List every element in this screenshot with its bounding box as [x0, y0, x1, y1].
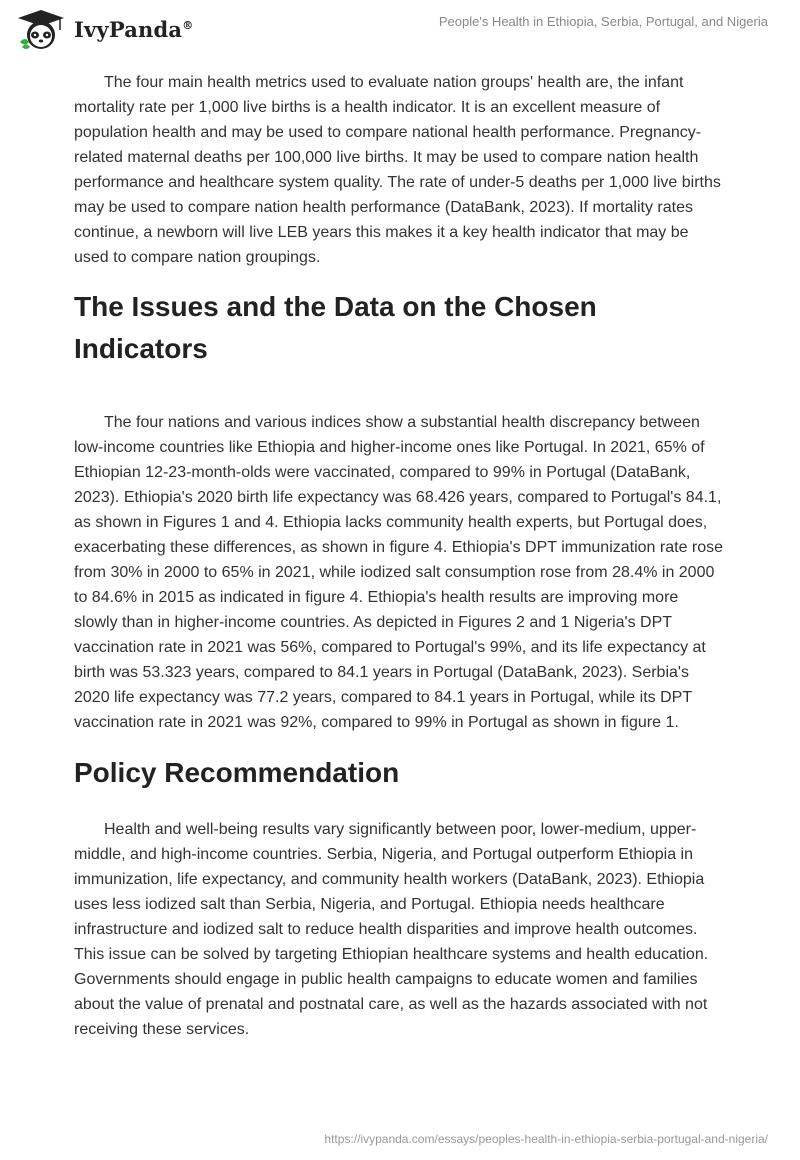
paragraph-policy-recommendation: Health and well-being results vary significantly between poor, lower-medium, upper-middle, and high-income countries. Serbia, Nigeria, and Portugal outperform Ethiopia in immunization, life expectancy, and community health workers (DataBank, 2023). Ethiopia uses less iodized salt than Serbia, Nigeria, and Portugal. Ethiopia needs healthcare infrastructure and iodized salt to reduce health disparities and improve health outcomes. This issue can be solved by targeting Ethiopian healthcare systems and health education. Governments should engage in public health campaigns to educate women and families about the value of prenatal and postnatal care, as well as the hazards associated with not receiving these services.	[74, 821, 709, 1038]
brand-name: IvyPanda®	[74, 16, 194, 42]
panda-graduate-icon	[14, 8, 68, 50]
heading-policy-recommendation: Policy Recommendation	[74, 757, 400, 788]
document-title: People's Health in Ethiopia, Serbia, Portugal, and Nigeria	[438, 14, 768, 29]
paragraph-health-metrics: The four main health metrics used to evaluate nation groups' health are, the infant mortality rate per 1,000 live births is a health indicator. It is an excellent measure of population health and may be used to compare national health performance. Pregnancy-related maternal deaths per 100,000 live births. It may be used to compare nation health performance and healthcare system quality. The rate of under-5 deaths per 1,000 live births may be used to compare nation health performance (DataBank, 2023). If mortality rates continue, a newborn will live LEB years this makes it a key health indicator that may be used to compare nation groupings.	[74, 74, 721, 266]
registered-mark: ®	[182, 18, 194, 32]
ivypanda-logo[interactable]	[14, 8, 193, 50]
source-url-link[interactable]: https://ivypanda.com/essays/peoples-health-in-ethiopia-serbia-portugal-and-nigeria/	[324, 1132, 768, 1146]
heading-issues-and-data: The Issues and the Data on the Chosen Indicators	[74, 291, 597, 364]
paragraph-issues-and-data: The four nations and various indices show a substantial health discrepancy between low-income countries like Ethiopia and higher-income ones like Portugal. In 2021, 65% of Ethiopian 12-23-month-olds were vaccinated, compared to 99% in Portugal (DataBank, 2023). Ethiopia's 2020 birth life expectancy was 68.426 years, compared to Portugal's 84.1, as shown in Figures 1 and 4. Ethiopia lacks community health experts, but Portugal does, exacerbating these differences, as shown in figure 4. Ethiopia's DPT immunization rate rose from 30% in 2000 to 65% in 2021, while iodized salt consumption rose from 28.4% in 2000 to 84.6% in 2015 as indicated in figure 4. Ethiopia's health results are improving more slowly than in higher-income countries. As depicted in Figures 2 and 1 Nigeria's DPT vaccination rate in 2021 was 56%, compared to Portugal's 99%, and its life expectancy at birth was 53.323 years, compared to 84.1 years in Portugal (DataBank, 2023). Serbia's 2020 life expectancy was 77.2 years, compared to 84.1 years in Portugal, while its DPT vaccination rate in 2021 was 92%, compared to 99% in Portugal as shown in figure 1.	[74, 414, 724, 731]
page-header	[0, 0, 800, 60]
